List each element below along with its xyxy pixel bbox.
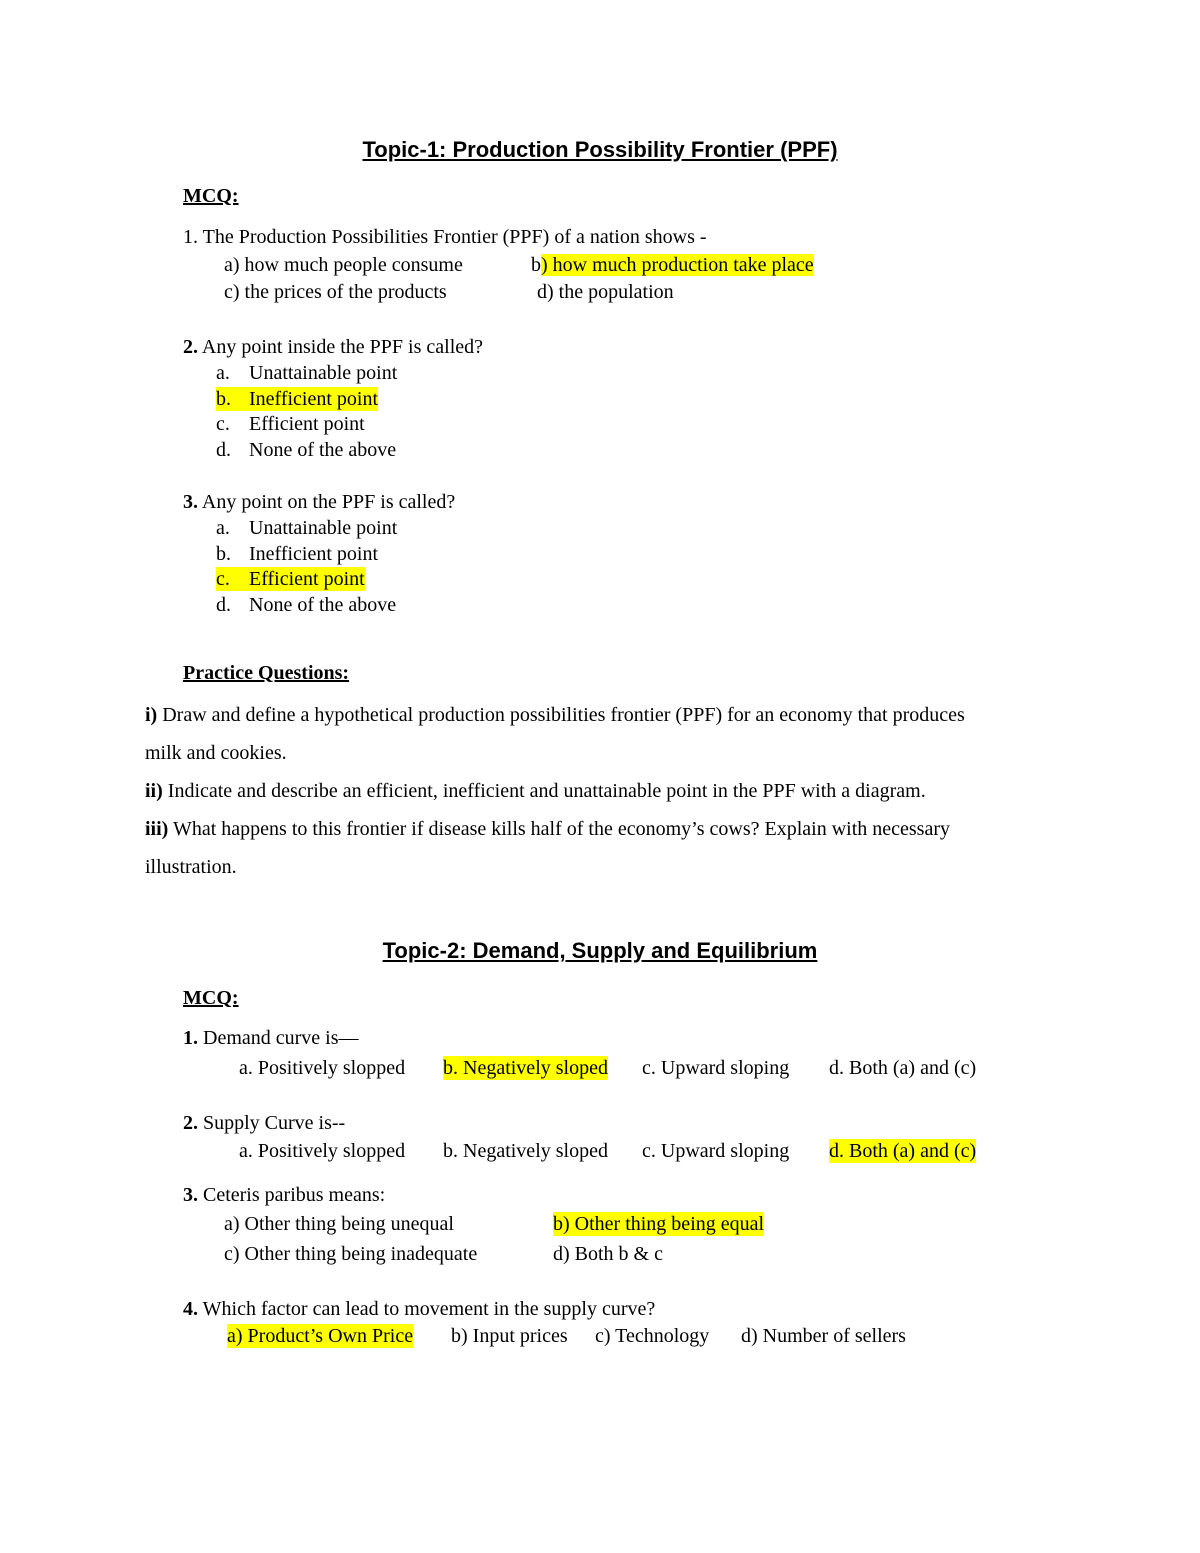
t1-q3-option-c: c. Efficient point bbox=[216, 568, 365, 590]
t2-q3-option-d: d) Both b & c bbox=[553, 1243, 663, 1265]
t2-q4-option-d: d) Number of sellers bbox=[741, 1325, 906, 1347]
t2-q3-text: Ceteris paribus means: bbox=[203, 1184, 386, 1206]
t1-q2-option-d: d. None of the above bbox=[216, 439, 397, 461]
t2-q3-option-b: b) Other thing being equal bbox=[553, 1213, 765, 1235]
t1-q1-question bbox=[183, 225, 707, 249]
topic2-title: Topic-2: Demand, Supply and Equilibrium bbox=[382, 938, 818, 963]
t1-q3-text: Any point on the PPF is called? bbox=[201, 491, 456, 513]
practice-q3-line2: illustration. bbox=[145, 856, 237, 878]
t1-q3-option-d: d. None of the above bbox=[216, 594, 397, 616]
t2-q3-option-a: a) Other thing being unequal bbox=[224, 1213, 454, 1235]
t2-q3-question bbox=[183, 1183, 385, 1207]
t2-q4-option-a: a) Product’s Own Price bbox=[227, 1325, 414, 1347]
topic1-title: Topic-1: Production Possibility Frontier (PPF) bbox=[362, 137, 838, 162]
t2-q2-option-a: a. Positively slopped bbox=[239, 1140, 406, 1162]
t1-q2-number: 2. bbox=[183, 336, 198, 358]
t1-q2-option-a: a. Unattainable point bbox=[216, 362, 398, 384]
t1-q1-number: 1. bbox=[183, 226, 198, 248]
t1-q3-number: 3. bbox=[183, 491, 198, 513]
t2-q3-option-c: c) Other thing being inadequate bbox=[224, 1243, 478, 1265]
t1-q1-option-a: a) how much people consume bbox=[224, 254, 463, 276]
t2-q1-text: Demand curve is— bbox=[203, 1027, 359, 1049]
practice-q1-line2: milk and cookies. bbox=[145, 742, 287, 764]
practice-q2: ii) Indicate and describe an efficient, inefficient and unattainable point in the PPF with a diagram. bbox=[145, 780, 926, 802]
t2-q2-option-d: d. Both (a) and (c) bbox=[829, 1140, 977, 1162]
t1-q1-text: The Production Possibilities Frontier (PPF) of a nation shows - bbox=[202, 226, 707, 248]
t2-q1-option-c: c. Upward sloping bbox=[642, 1057, 790, 1079]
t2-q1-option-d: d. Both (a) and (c) bbox=[829, 1057, 977, 1079]
t2-q2-question bbox=[183, 1111, 345, 1135]
t2-q2-text: Supply Curve is-- bbox=[203, 1112, 346, 1134]
t1-q2-option-b: b. Inefficient point bbox=[216, 388, 379, 410]
t1-q1-option-b-prefix: b bbox=[531, 254, 541, 276]
t2-q4-option-b: b) Input prices bbox=[451, 1325, 568, 1347]
t2-q1-question bbox=[183, 1026, 359, 1050]
t2-q2-number: 2. bbox=[183, 1112, 198, 1134]
t1-q3-option-b: b. Inefficient point bbox=[216, 543, 379, 565]
topic1-mcq-heading: MCQ: bbox=[183, 185, 239, 207]
t2-q2-option-b: b. Negatively sloped bbox=[443, 1140, 608, 1162]
t1-q2-text: Any point inside the PPF is called? bbox=[201, 336, 483, 358]
t1-q1-option-b bbox=[531, 253, 814, 277]
t1-q3-question bbox=[183, 490, 455, 514]
t1-q1-option-b-answer: ) how much production take place bbox=[541, 254, 814, 276]
t2-q1-option-a: a. Positively slopped bbox=[239, 1057, 406, 1079]
t2-q4-question bbox=[183, 1297, 655, 1321]
t2-q4-option-c: c) Technology bbox=[595, 1325, 710, 1347]
t2-q1-option-b: b. Negatively sloped bbox=[443, 1057, 608, 1079]
t2-q2-option-c: c. Upward sloping bbox=[642, 1140, 790, 1162]
t2-q3-number: 3. bbox=[183, 1184, 198, 1206]
t2-q4-text: Which factor can lead to movement in the supply curve? bbox=[202, 1298, 656, 1320]
topic2-mcq-heading: MCQ: bbox=[183, 987, 239, 1009]
t1-q2-question bbox=[183, 335, 483, 359]
practice-q1-line1: i) Draw and define a hypothetical production possibilities frontier (PPF) for an economy that produces bbox=[145, 704, 965, 726]
t2-q1-number: 1. bbox=[183, 1027, 198, 1049]
t1-q3-option-a: a. Unattainable point bbox=[216, 517, 398, 539]
practice-q3-line1: iii) What happens to this frontier if disease kills half of the economy’s cows? Explain with necessary bbox=[145, 818, 950, 840]
t1-q2-option-c: c. Efficient point bbox=[216, 413, 365, 435]
practice-heading: Practice Questions: bbox=[183, 662, 350, 684]
t2-q4-number: 4. bbox=[183, 1298, 198, 1320]
t1-q1-option-d: d) the population bbox=[537, 281, 674, 303]
t1-q1-option-c: c) the prices of the products bbox=[224, 281, 447, 303]
